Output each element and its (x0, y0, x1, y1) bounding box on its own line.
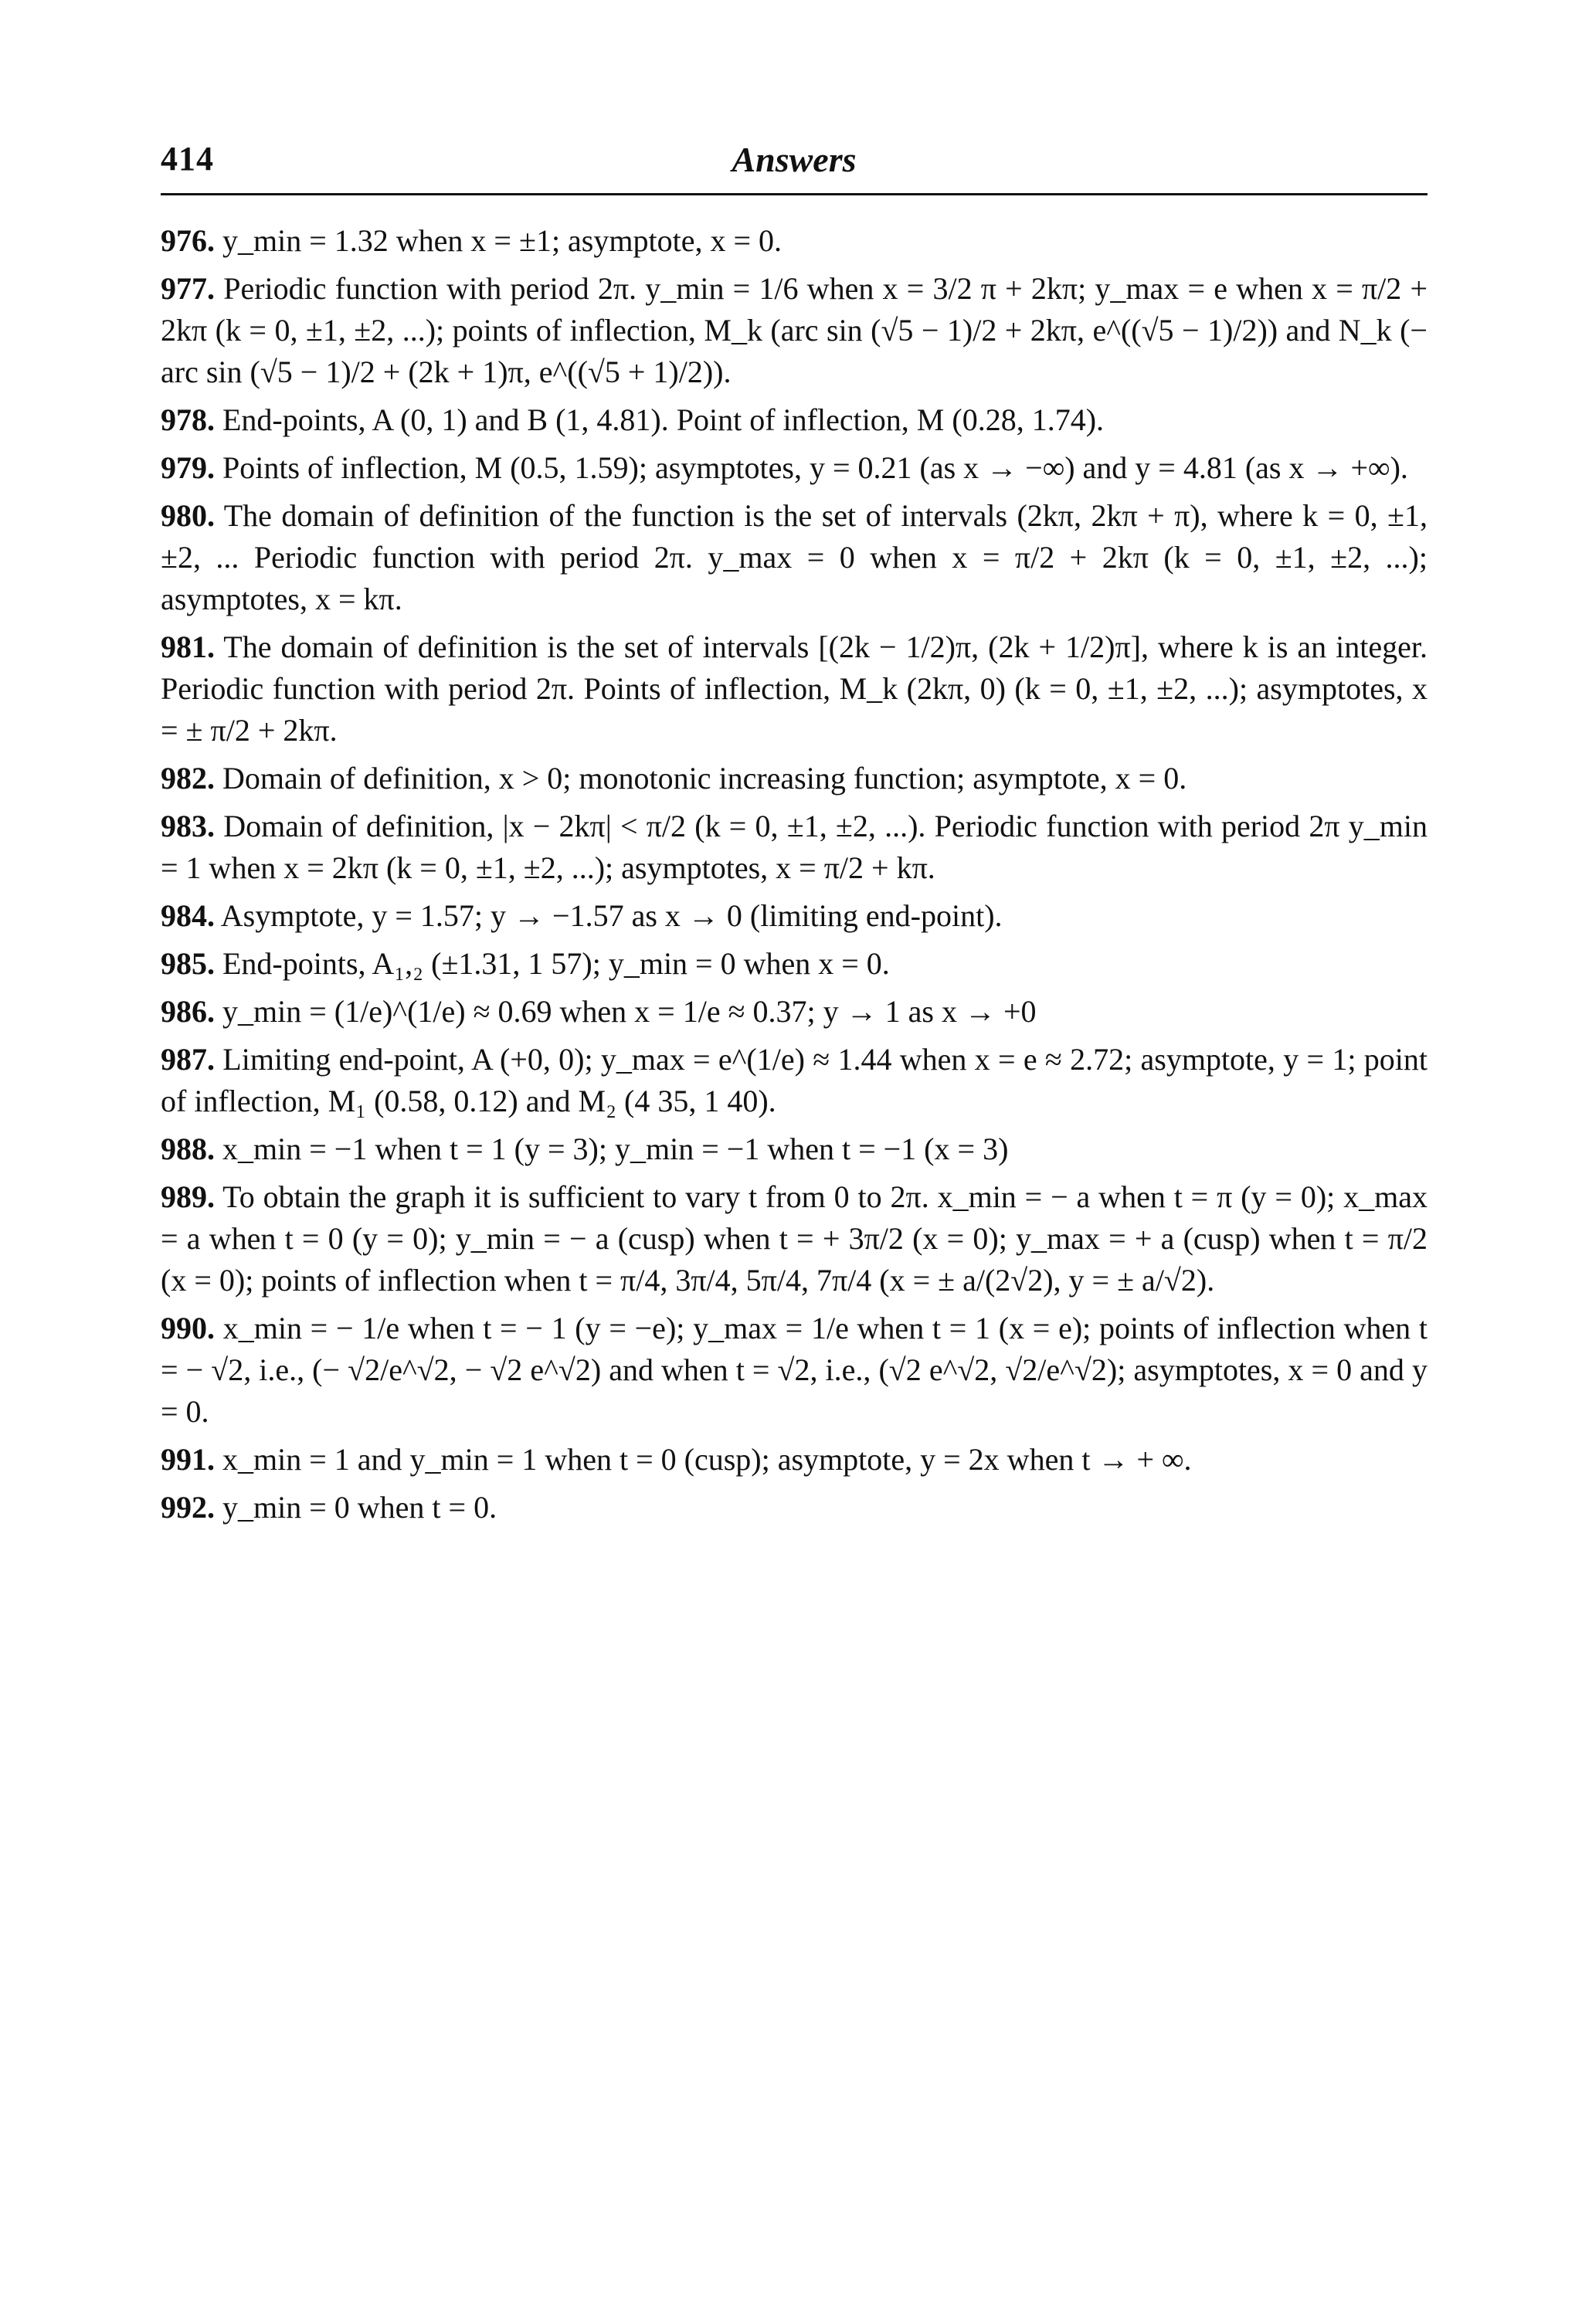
answer-text: Points of inflection, M (0.5, 1.59); asymptotes, y = 0.21 (as x → −∞) and y = 4.81 (as x → +∞). (222, 450, 1408, 485)
answer-number: 985. (161, 946, 215, 981)
answer-text: Limiting end-point, A (+0, 0); y_max = e^(1/e) ≈ 1.44 when x = e ≈ 2.72; asymptote, y = 1; point of inflection, M₁ (0.58, 0.12) and M₂ (4 35, 1 40). (161, 1042, 1428, 1118)
answer-number: 984. (161, 898, 215, 933)
answer-number: 990. (161, 1311, 215, 1345)
answer-text: To obtain the graph it is sufficient to vary t from 0 to 2π. x_min = − a when t = π (y = 0); x_max = a when t = 0 (y = 0); y_min = − a (cusp) when t = + 3π/2 (x = 0); y_max = + a (cusp) when t = π/2 (x = 0); points of inflection when t = π/4, 3π/4, 5π/4, 7π/4 (x = ± a/(2√2), y = ± a/√2). (161, 1179, 1428, 1298)
answer-text: y_min = 1.32 when x = ±1; asymptote, x = 0. (222, 223, 783, 258)
answer-number: 991. (161, 1442, 215, 1477)
answer-text: The domain of definition of the function is the set of intervals (2kπ, 2kπ + π), where k = 0, ±1, ±2, ... Periodic function with period 2π. y_max = 0 when x = π/2 + 2kπ (k = 0, ±1, ±2, ...); asymptotes, x = kπ. (161, 498, 1428, 616)
page-header (161, 139, 1428, 195)
answer-text: End-points, A₁,₂ (±1.31, 1 57); y_min = 0 when x = 0. (222, 946, 890, 981)
answer-text: x_min = − 1/e when t = − 1 (y = −e); y_max = 1/e when t = 1 (x = e); points of inflection when t = − √2, i.e., (− √2/e^√2, − √2 e^√2) and when t = √2, i.e., (√2 e^√2, √2/e^√2); asymptotes, x = 0 and y = 0. (161, 1311, 1428, 1429)
answer-number: 987. (161, 1042, 215, 1077)
answer-number: 981. (161, 629, 215, 664)
answer-981 (161, 626, 1428, 751)
answer-text: Asymptote, y = 1.57; y → −1.57 as x → 0 (limiting end-point). (220, 898, 1003, 933)
answer-980 (161, 495, 1428, 620)
answer-text: y_min = (1/e)^(1/e) ≈ 0.69 when x = 1/e ≈ 0.37; y → 1 as x → +0 (222, 994, 1037, 1029)
page-number: 414 (161, 140, 214, 178)
answer-text: y_min = 0 when t = 0. (222, 1490, 497, 1525)
answer-number: 983. (161, 809, 215, 843)
answers-body (161, 220, 1428, 2259)
answer-989 (161, 1176, 1428, 1301)
answer-991 (161, 1439, 1428, 1481)
answer-number: 992. (161, 1490, 215, 1525)
answer-977 (161, 268, 1428, 393)
answer-text: x_min = 1 and y_min = 1 when t = 0 (cusp); asymptote, y = 2x when t → + ∞. (222, 1442, 1192, 1477)
answer-text: The domain of definition is the set of intervals [(2k − 1/2)π, (2k + 1/2)π], where k is an integer. Periodic function with period 2π. Points of inflection, M_k (2kπ, 0) (k = 0, ±1, ±2, ...); asymptotes, x = ± π/2 + 2kπ. (161, 629, 1428, 748)
answer-text: End-points, A (0, 1) and B (1, 4.81). Point of inflection, M (0.28, 1.74). (222, 402, 1105, 437)
running-head: Answers (732, 140, 857, 179)
answer-984 (161, 895, 1428, 937)
answer-985 (161, 943, 1428, 985)
answer-number: 979. (161, 450, 215, 485)
answer-976 (161, 220, 1428, 262)
answer-number: 978. (161, 402, 215, 437)
answer-number: 982. (161, 761, 215, 796)
answer-978 (161, 399, 1428, 441)
answer-number: 980. (161, 498, 215, 533)
answer-number: 977. (161, 271, 215, 306)
answer-987 (161, 1039, 1428, 1122)
answer-number: 986. (161, 994, 215, 1029)
answer-number: 989. (161, 1179, 215, 1214)
answer-983 (161, 806, 1428, 889)
answer-990 (161, 1308, 1428, 1433)
answer-text: x_min = −1 when t = 1 (y = 3); y_min = −1 when t = −1 (x = 3) (222, 1131, 1009, 1166)
answer-992 (161, 1487, 1428, 1528)
answer-text: Domain of definition, x > 0; monotonic increasing function; asymptote, x = 0. (222, 761, 1187, 796)
answer-text: Periodic function with period 2π. y_min = 1/6 when x = 3/2 π + 2kπ; y_max = e when x = π/2 + 2kπ (k = 0, ±1, ±2, ...); points of inflection, M_k (arc sin (√5 − 1)/2 + 2kπ, e^((√5 − 1)/2)) and N_k (− arc sin (√5 − 1)/2 + (2k + 1)π, e^((√5 + 1)/2)). (161, 271, 1428, 389)
answer-text: Domain of definition, |x − 2kπ| < π/2 (k = 0, ±1, ±2, ...). Periodic function with period 2π y_min = 1 when x = 2kπ (k = 0, ±1, ±2, ...); asymptotes, x = π/2 + kπ. (161, 809, 1428, 885)
answer-number: 988. (161, 1131, 215, 1166)
answer-number: 976. (161, 223, 215, 258)
answer-988 (161, 1128, 1428, 1170)
answer-982 (161, 758, 1428, 799)
answer-986 (161, 991, 1428, 1033)
answer-979 (161, 447, 1428, 489)
